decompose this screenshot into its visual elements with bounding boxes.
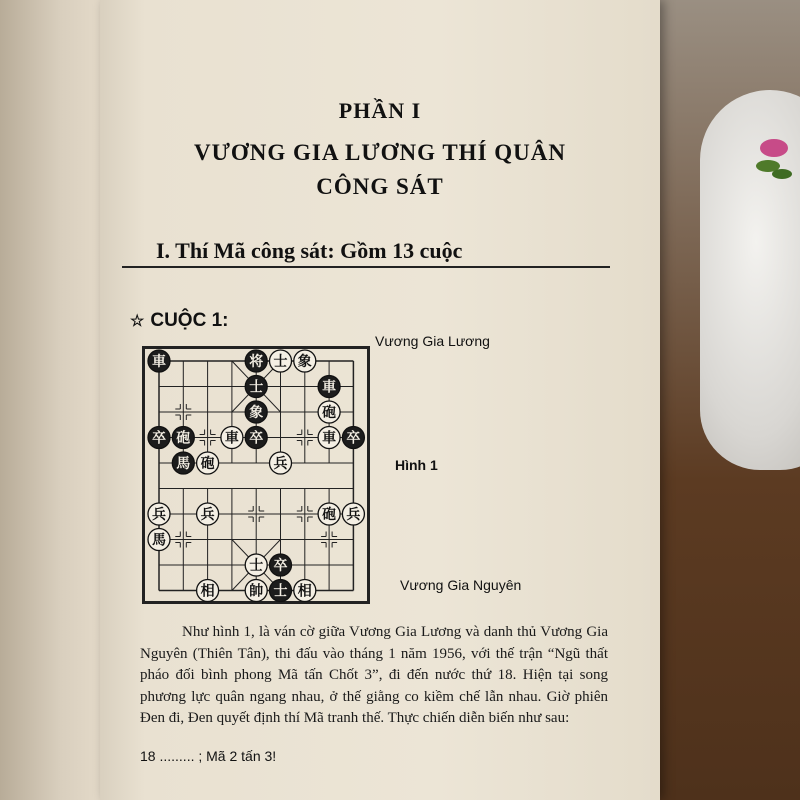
part-title-line2: CÔNG SÁT [316, 174, 444, 199]
move-notation: 18 ......... ; Mã 2 tấn 3! [140, 748, 277, 764]
xiangqi-piece [197, 580, 219, 602]
xiangqi-piece [245, 427, 267, 449]
xiangqi-piece [270, 452, 292, 474]
table-background [650, 0, 800, 800]
xiangqi-piece [172, 452, 194, 474]
body-line: với thế trận “Ngũ thất pháo đối bình phong Mã tấn Chốt 3”, đi [140, 645, 609, 683]
xiangqi-piece [318, 427, 340, 449]
xiangqi-board [142, 346, 370, 604]
piece-character: 馬 [152, 532, 166, 549]
piece-character: 相 [200, 583, 215, 600]
xiangqi-piece [342, 427, 364, 449]
previous-page-edge [0, 0, 110, 800]
piece-character: 象 [297, 354, 312, 370]
part-label: PHẦN I [338, 98, 422, 123]
part-title-line1: VƯƠNG GIA LƯƠNG THÍ QUÂN [193, 140, 566, 165]
piece-character: 兵 [273, 456, 288, 472]
piece-character: 卒 [346, 430, 361, 447]
piece-character: 士 [273, 354, 288, 370]
game-label: CUỘC 1: [150, 310, 229, 331]
piece-character: 車 [152, 354, 166, 370]
xiangqi-piece [148, 427, 170, 449]
xiangqi-piece [294, 350, 316, 372]
body-line: Vương Gia Nguyên (Thiên Tân), thi đấu vào tháng 1 năm 1956, [140, 624, 608, 662]
xiangqi-piece [294, 580, 316, 602]
piece-character: 卒 [249, 430, 264, 447]
body-paragraph [140, 622, 608, 730]
piece-character: 砲 [200, 456, 215, 472]
player-top: Vương Gia Lương [375, 333, 490, 349]
game-heading [130, 310, 228, 332]
xiangqi-piece [197, 503, 219, 525]
piece-character: 士 [249, 379, 264, 396]
piece-character: 卒 [273, 558, 288, 574]
xiangqi-piece [270, 350, 292, 372]
xiangqi-piece [221, 427, 243, 449]
xiangqi-piece [245, 554, 267, 576]
xiangqi-piece [318, 503, 340, 525]
piece-character: 砲 [322, 507, 337, 523]
xiangqi-piece [270, 580, 292, 602]
xiangqi-piece [245, 376, 267, 398]
figure-label: Hình 1 [395, 457, 438, 473]
section-title: I. Thí Mã công sát: Gồm 13 cuộc [156, 238, 463, 263]
xiangqi-piece [148, 350, 170, 372]
xiangqi-piece [245, 580, 267, 602]
piece-character: 兵 [152, 507, 166, 523]
piece-character: 卒 [152, 430, 166, 447]
board-diagram [142, 346, 370, 604]
xiangqi-piece [172, 427, 194, 449]
body-line: Như hình 1, là ván cờ giữa Vương Gia Lương và danh thủ [182, 624, 537, 640]
piece-character: 車 [322, 430, 337, 447]
xiangqi-piece [197, 452, 219, 474]
flower-icon [754, 130, 794, 190]
book-page [100, 0, 660, 800]
star-icon: ☆ [130, 313, 145, 330]
xiangqi-piece [270, 554, 292, 576]
xiangqi-piece [245, 350, 267, 372]
piece-character: 馬 [176, 456, 191, 472]
piece-character: 士 [273, 583, 288, 600]
piece-character: 車 [322, 379, 337, 396]
xiangqi-piece [148, 503, 170, 525]
piece-character: 砲 [322, 405, 337, 421]
xiangqi-piece [245, 401, 267, 423]
section-divider [122, 266, 610, 268]
piece-character: 将 [249, 354, 264, 370]
piece-character: 士 [249, 558, 264, 574]
body-line: đến nước thứ 18. Hiện tại song phương lực quân ngang nhau, ở [140, 667, 609, 705]
piece-character: 兵 [346, 507, 361, 523]
xiangqi-piece [148, 529, 170, 551]
xiangqi-piece [318, 401, 340, 423]
piece-character: 車 [224, 430, 239, 447]
piece-character: 砲 [176, 430, 191, 447]
player-bottom: Vương Gia Nguyên [400, 577, 522, 593]
xiangqi-piece [342, 503, 364, 525]
piece-character: 兵 [200, 507, 215, 523]
body-line: định thí Mã tranh thế. Thực chiến diễn biến như sau: [253, 710, 570, 726]
piece-character: 相 [297, 583, 312, 600]
body-line: thế giằng co kiềm chế lẫn nhau. Giờ phiên Đen đi, Đen quyết [140, 688, 609, 726]
xiangqi-piece [318, 376, 340, 398]
piece-character: 帥 [249, 583, 264, 600]
piece-character: 象 [249, 405, 264, 421]
